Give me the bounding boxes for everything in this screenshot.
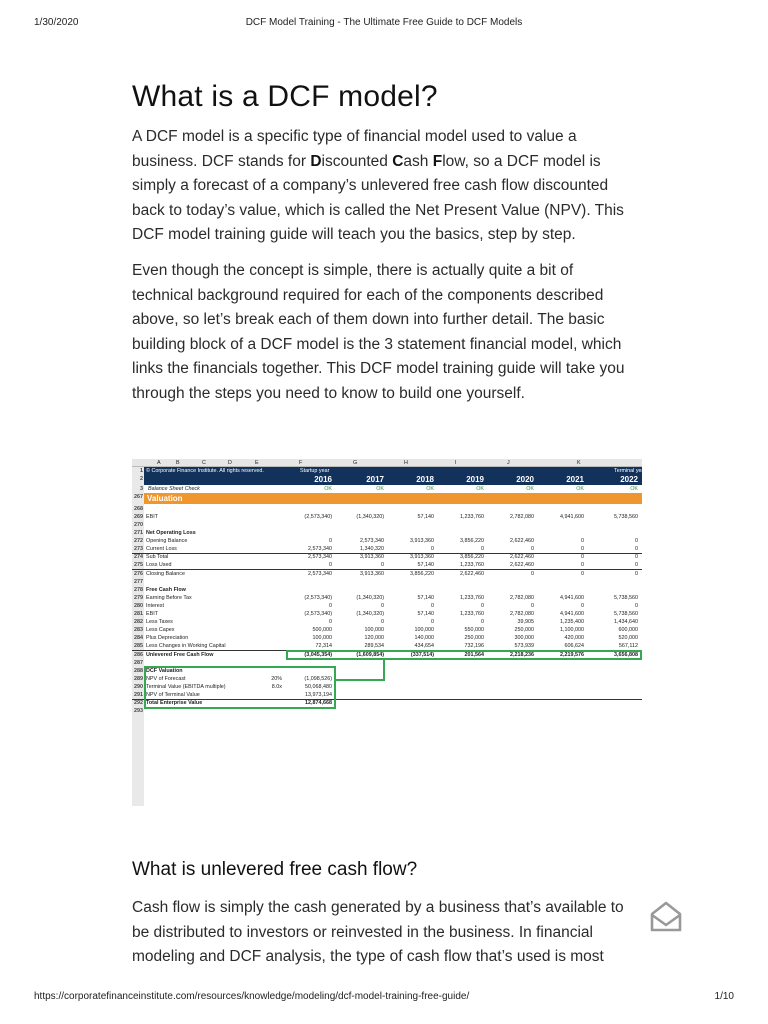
highlight-dcf-box: [144, 666, 336, 709]
row-label: Closing Balance: [146, 570, 185, 577]
article-heading: What is a DCF model?: [132, 80, 438, 113]
row-label: Net Operating Loss: [146, 530, 196, 536]
print-title: DCF Model Training - The Ultimate Free Guide to DCF Models: [245, 17, 523, 28]
cell-value: 434,654: [414, 643, 434, 650]
cell-value: 4,941,600: [560, 594, 584, 601]
row-number: 291: [134, 692, 143, 698]
row-number: 270: [134, 521, 143, 528]
cell-value: 100,000: [364, 627, 384, 634]
year-label: 2018: [416, 475, 434, 485]
cell-value: 0: [581, 546, 584, 553]
email-icon[interactable]: [648, 899, 684, 935]
article-paragraph-3: Cash flow is simply the cash generated by a business that’s available to be distributed to investors or reinvested in the business. In financial modeling and DCF analysis, the type of cash flow that’s used is most: [132, 899, 624, 966]
row-number: 274: [134, 554, 143, 561]
print-header: [0, 17, 768, 31]
cell-value: 0: [329, 562, 332, 569]
print-url: https://corporatefinanceinstitute.com/resources/knowledge/modeling/dcf-model-training-free-guide/: [34, 991, 470, 1002]
row-number: 1: [140, 467, 143, 474]
ok-flag: OK: [476, 485, 484, 492]
year-label: 2022: [620, 475, 638, 485]
cell-value: 3,856,220: [460, 554, 484, 561]
cell-value: (3,045,354): [304, 651, 332, 658]
cell-value: 300,000: [514, 635, 534, 642]
row-label: Current Loss: [146, 546, 177, 553]
cell-value: 2,219,576: [560, 651, 584, 658]
cell-value: 420,000: [564, 635, 584, 642]
cell-value: 0: [381, 602, 384, 609]
row-number: 2: [140, 475, 143, 482]
cell-value: 5,738,560: [614, 513, 638, 520]
cell-value: 732,196: [464, 643, 484, 650]
ok-flag: OK: [576, 485, 584, 492]
row-number: 281: [134, 611, 143, 617]
cell-value: 100,000: [312, 635, 332, 642]
cell-value: 600,000: [618, 627, 638, 634]
row-number: 271: [134, 530, 143, 536]
dcf-line-label: NPV of Terminal Value: [146, 692, 200, 698]
ok-flag: OK: [426, 485, 434, 492]
sheet-row-1: [132, 467, 647, 475]
column-letter: K: [577, 460, 581, 466]
dcf-valuation-title: DCF Valuation: [146, 667, 183, 674]
cell-value: 1,340,320: [360, 546, 384, 553]
ok-flag: OK: [324, 485, 332, 492]
cell-value: 250,000: [464, 635, 484, 642]
cell-value: (1,609,854): [356, 651, 384, 658]
year-label: 2020: [516, 475, 534, 485]
cell-value: 72,314: [315, 643, 332, 650]
cell-value: 2,573,340: [360, 538, 384, 545]
row-number: 284: [134, 635, 143, 642]
cell-value: 0: [381, 619, 384, 626]
cell-value: 3,913,360: [360, 554, 384, 561]
cell-value: (1,340,320): [356, 513, 384, 520]
sheet-row-276: [132, 570, 642, 578]
cell-value: 1,233,760: [460, 611, 484, 617]
sheet-row-283: [132, 627, 642, 635]
row-label: Less Changes in Working Capital: [146, 643, 226, 650]
row-number: 272: [134, 538, 143, 545]
sheet-row-293: [132, 708, 642, 716]
row-number: 290: [134, 683, 143, 690]
sheet-row-268: [132, 505, 642, 513]
row-label: Less Capex: [146, 627, 175, 634]
cell-value: 57,140: [417, 513, 434, 520]
article-paragraph-2: Even though the concept is simple, there is actually quite a bit of technical background required for each of the components described above, so let’s break each of them down into further detail. The basic building block of a DCF model is the 3 statement financial model, which links the financials together. This DCF model training guide will take you through the steps you need to know to build one yourself.: [132, 262, 625, 402]
row-number: 267: [134, 493, 143, 500]
print-footer: [0, 991, 768, 1005]
year-label: 2017: [366, 475, 384, 485]
cell-value: 2,782,080: [510, 513, 534, 520]
highlight-connector-vertical: [383, 659, 385, 679]
row-number: 268: [134, 505, 143, 512]
year-label: 2021: [566, 475, 584, 485]
cell-value: 0: [431, 619, 434, 626]
cell-value: 3,656,808: [614, 651, 638, 658]
column-letter: B: [176, 460, 180, 466]
row-label: Sub Total: [146, 554, 169, 561]
row-label: Interest: [146, 602, 164, 609]
cell-value: (2,573,340): [304, 513, 332, 520]
cell-value: 3,856,220: [460, 538, 484, 545]
cell-value: 2,622,460: [510, 554, 534, 561]
sheet-row-284: [132, 635, 642, 643]
cell-value: 0: [581, 562, 584, 569]
cell-value: 5,738,560: [614, 611, 638, 617]
row-number: 273: [134, 546, 143, 553]
row-number: 280: [134, 602, 143, 609]
cell-value: 0: [531, 546, 534, 553]
dcf-value: 50,068,480: [305, 683, 332, 690]
highlight-fcf-box: [286, 650, 642, 660]
row-label: Unlevered Free Cash Flow: [146, 651, 214, 658]
cell-value: 5,738,560: [614, 594, 638, 601]
cell-value: 39,905: [517, 619, 534, 626]
column-letter: H: [404, 460, 408, 466]
column-letter: J: [507, 460, 510, 466]
dcf-value: (1,098,526): [304, 675, 332, 682]
column-letter: D: [228, 460, 232, 466]
row-number: 288: [134, 667, 143, 674]
row-label: Free Cash Flow: [146, 586, 186, 593]
cell-value: 289,534: [364, 643, 384, 650]
cell-value: 0: [635, 554, 638, 561]
cell-value: 0: [581, 554, 584, 561]
row-number: 275: [134, 562, 143, 569]
cell-value: 57,140: [417, 562, 434, 569]
cell-value: 0: [381, 562, 384, 569]
row-number: 283: [134, 627, 143, 634]
cell-value: (1,340,320): [356, 611, 384, 617]
column-letter: E: [255, 460, 259, 466]
cell-value: 4,941,600: [560, 513, 584, 520]
row-number: 289: [134, 675, 143, 682]
year-label: 2019: [466, 475, 484, 485]
dcf-value: 12,874,668: [305, 700, 332, 707]
cell-value: 500,000: [312, 627, 332, 634]
cell-value: 4,941,600: [560, 611, 584, 617]
article-paragraph-1: A DCF model is a specific type of financial model used to value a business. DCF stands for Discounted Cash Flow, so a DCF model is simply a forecast of a company’s unlevered free cash flow discounted back to today’s value, which is called the Net Present Value (NPV). This DCF model training guide will teach you the basics, step by step.: [132, 128, 624, 244]
cell-value: 606,624: [564, 643, 584, 650]
row-label: Opening Balance: [146, 538, 188, 545]
column-letter: F: [299, 460, 303, 466]
valuation-band: [144, 493, 642, 504]
row-number: 279: [134, 594, 143, 601]
sheet-row-280: [132, 602, 642, 610]
sheet-row-275: [132, 562, 642, 570]
row-number: 276: [134, 570, 143, 577]
column-letter: G: [353, 460, 358, 466]
cell-value: 57,140: [417, 594, 434, 601]
row-number: 269: [134, 513, 143, 520]
cell-value: 0: [481, 619, 484, 626]
row-number: 277: [134, 578, 143, 585]
cell-value: 1,434,640: [614, 619, 638, 626]
cell-value: 0: [329, 538, 332, 545]
cell-value: 1,233,760: [460, 562, 484, 569]
cell-value: 0: [581, 538, 584, 545]
cell-value: 140,000: [414, 635, 434, 642]
sheet-row-269: [132, 513, 642, 521]
cell-value: 3,913,360: [410, 538, 434, 545]
sheet-row-271: [132, 530, 642, 538]
cell-value: 573,939: [514, 643, 534, 650]
row-number: 278: [134, 586, 143, 593]
row-number: 3: [140, 485, 143, 492]
cell-value: 2,622,460: [510, 562, 534, 569]
sheet-row-2: [132, 475, 642, 485]
sheet-row-282: [132, 619, 642, 627]
cell-value: 120,000: [364, 635, 384, 642]
cell-value: 2,622,460: [460, 570, 484, 577]
cell-value: 1,233,760: [460, 513, 484, 520]
row-number: 292: [134, 700, 143, 707]
sheet-row-278: [132, 586, 642, 594]
cell-value: 250,000: [514, 627, 534, 634]
cell-value: 550,000: [464, 627, 484, 634]
cell-value: (2,573,340): [304, 594, 332, 601]
sheet-row-274: [132, 554, 642, 562]
highlight-connector-horizontal: [335, 679, 385, 681]
cell-value: 2,622,460: [510, 538, 534, 545]
sheet-row-273: [132, 546, 642, 554]
cell-value: 3,913,360: [360, 570, 384, 577]
balance-check-label: Balance Sheet Check: [148, 485, 200, 492]
article-subheading: What is unlevered free cash flow?: [132, 859, 418, 880]
cell-value: 2,573,340: [308, 570, 332, 577]
row-label: EBIT: [146, 611, 158, 617]
cell-value: 0: [329, 619, 332, 626]
row-label: Earning Before Tax: [146, 594, 192, 601]
ok-flag: OK: [376, 485, 384, 492]
copyright-text: © Corporate Finance Institute. All rights reserved.: [146, 467, 264, 474]
startup-year-label: Startup year: [300, 467, 330, 474]
sheet-row-281: [132, 611, 642, 619]
sheet-row-3: [132, 485, 642, 493]
dcf-line-label: Total Enterprise Value: [146, 700, 203, 707]
cell-value: (337,514): [410, 651, 434, 658]
row-number: 286: [134, 651, 143, 658]
cell-value: (1,340,320): [356, 594, 384, 601]
cell-value: 2,218,236: [510, 651, 534, 658]
cell-value: 0: [635, 546, 638, 553]
cell-value: 2,782,080: [510, 594, 534, 601]
cell-value: 0: [635, 562, 638, 569]
row-label: Plus Depreciation: [146, 635, 189, 642]
cell-value: 2,573,340: [308, 546, 332, 553]
page-number: 1/10: [714, 991, 734, 1002]
cell-value: 3,913,360: [410, 554, 434, 561]
dcf-rate: 20%: [271, 675, 282, 682]
dcf-line-label: NPV of Forecast: [146, 675, 186, 682]
sheet-row-279: [132, 594, 642, 602]
cell-value: 0: [635, 570, 638, 577]
cell-value: 0: [329, 602, 332, 609]
cell-value: 0: [481, 546, 484, 553]
row-number: 285: [134, 643, 143, 650]
cell-value: 57,140: [417, 611, 434, 617]
cell-value: 0: [431, 546, 434, 553]
cell-value: 0: [581, 602, 584, 609]
sheet-row-272: [132, 538, 642, 546]
cell-value: 0: [635, 538, 638, 545]
ok-flag: OK: [526, 485, 534, 492]
column-letter: I: [455, 460, 457, 466]
year-label: 2016: [314, 475, 332, 485]
row-label: EBIT: [146, 513, 158, 520]
column-letter: C: [202, 460, 206, 466]
cell-value: 0: [481, 602, 484, 609]
terminal-year-label: Terminal year: [614, 467, 647, 474]
cell-value: 1,233,760: [460, 594, 484, 601]
dcf-line-label: Terminal Value (EBITDA multiple): [146, 683, 226, 690]
cell-value: 0: [635, 602, 638, 609]
cell-value: 0: [531, 570, 534, 577]
ok-flag: OK: [630, 485, 638, 492]
sheet-row-267: [132, 493, 642, 504]
cell-value: (2,573,340): [304, 611, 332, 617]
row-label: Loss Used: [146, 562, 172, 569]
sheet-row-277: [132, 578, 642, 586]
dcf-rate: 8.0x: [271, 683, 282, 690]
column-letter: A: [157, 460, 161, 466]
row-number: 287: [134, 659, 143, 666]
print-date: 1/30/2020: [34, 17, 79, 28]
cell-value: 0: [581, 570, 584, 577]
sheet-row-270: [132, 521, 642, 529]
cell-value: 0: [431, 602, 434, 609]
cell-value: 520,000: [618, 635, 638, 642]
sheet-column-header: [132, 459, 642, 467]
cell-value: 1,235,400: [560, 619, 584, 626]
cell-value: 0: [531, 602, 534, 609]
cell-value: 567,112: [618, 643, 638, 650]
cell-value: 100,000: [414, 627, 434, 634]
row-number: 293: [134, 708, 143, 715]
row-number: 282: [134, 619, 143, 626]
dcf-spreadsheet-image: [132, 459, 647, 806]
cell-value: 1,100,000: [560, 627, 584, 634]
cell-value: 201,564: [464, 651, 484, 658]
cell-value: 2,782,080: [510, 611, 534, 617]
row-label: Less Taxes: [146, 619, 173, 626]
valuation-title: Valuation: [147, 494, 183, 504]
dcf-value: 13,973,194: [305, 692, 332, 698]
cell-value: 3,856,220: [410, 570, 434, 577]
cell-value: 2,573,340: [308, 554, 332, 561]
